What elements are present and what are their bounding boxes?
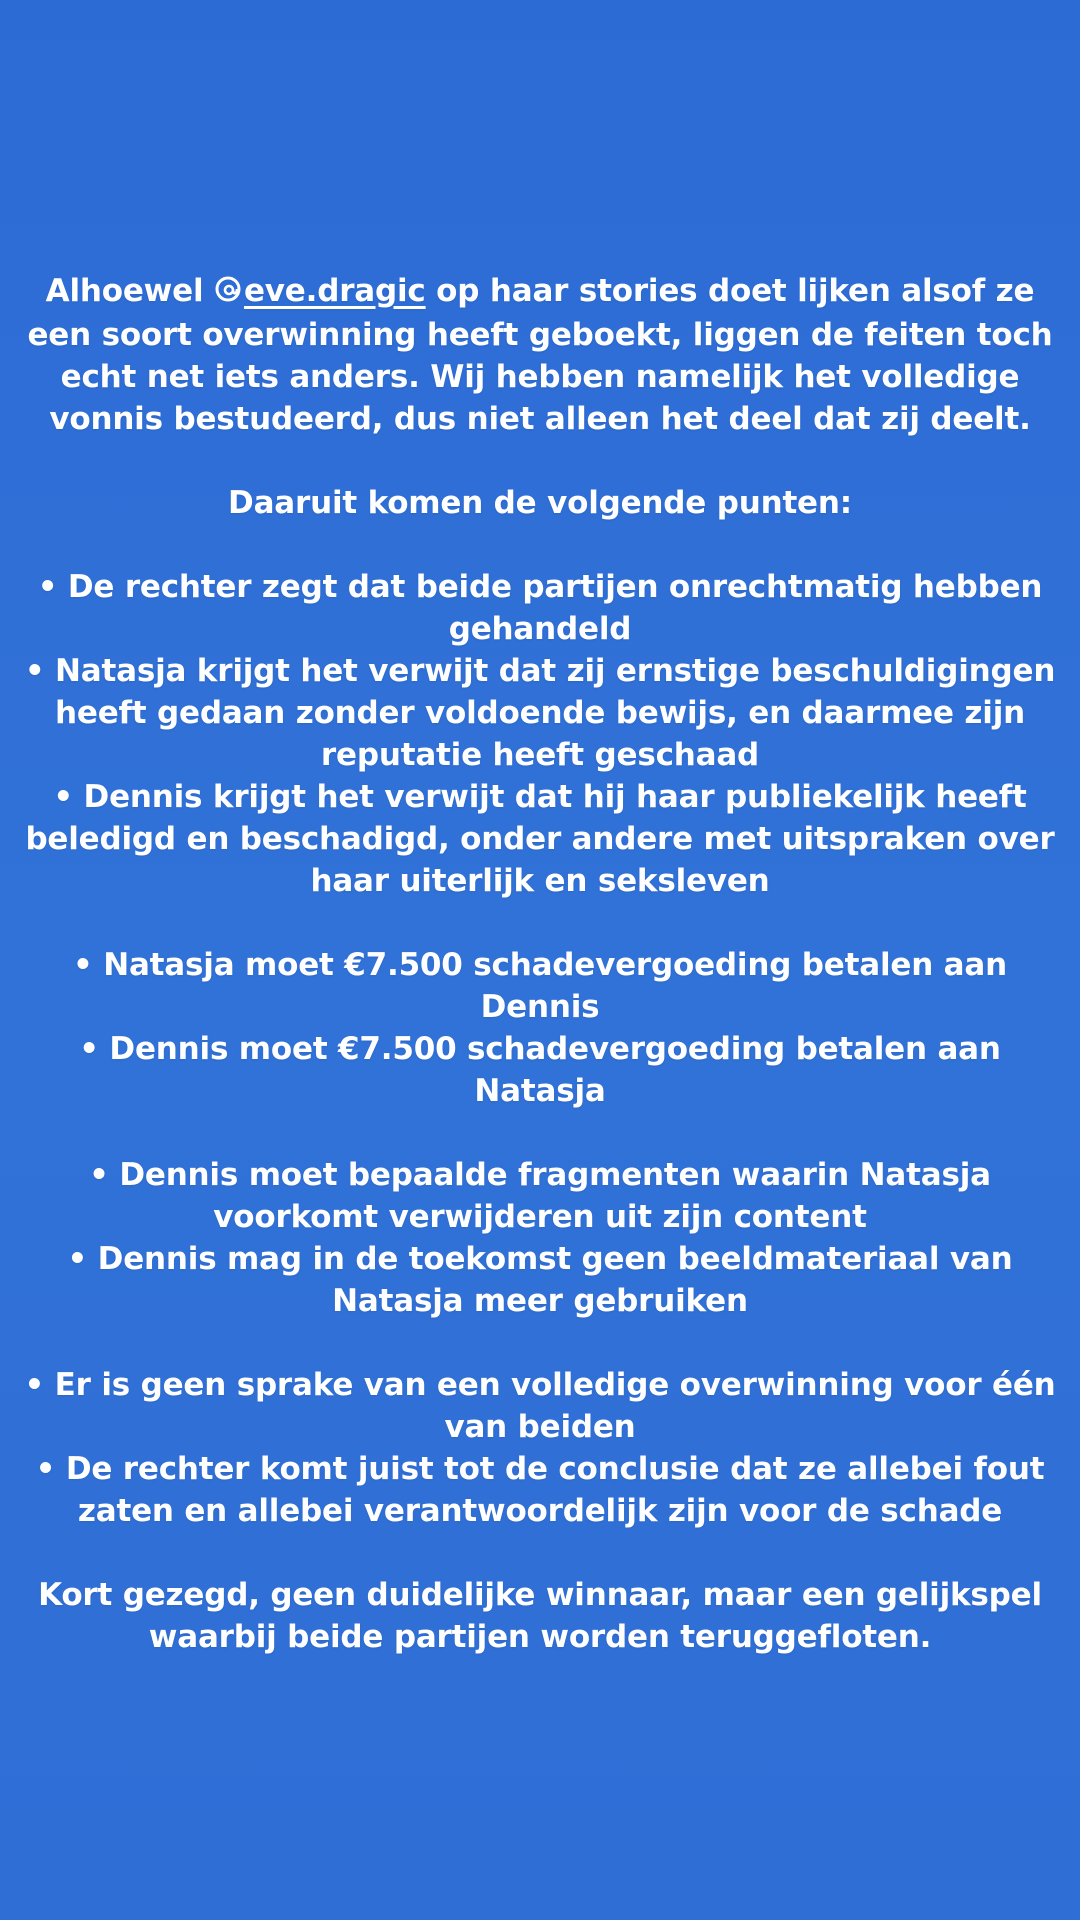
- bullet-item: • Dennis moet bepaalde fragmenten waarin Natasja voorkomt verwijderen uit zijn content: [89, 1157, 991, 1235]
- story-text-block: [20, 270, 1060, 1658]
- spacer: [20, 440, 1060, 482]
- bullet-item: • Dennis krijgt het verwijt dat hij haar publiekelijk heeft beledigd en beschadigd, onder andere met uitspraken over haar uiterlijk en seksleven: [25, 779, 1055, 899]
- threads-icon: [214, 272, 242, 314]
- bullet-item: • De rechter zegt dat beide partijen onrechtmatig hebben gehandeld: [37, 569, 1043, 647]
- points-group-1: [20, 566, 1060, 902]
- spacer: [20, 1112, 1060, 1154]
- bullet-item: • Natasja moet €7.500 schadevergoeding betalen aan Dennis: [73, 947, 1007, 1025]
- mention-handle: eve.dragic: [243, 273, 426, 309]
- intro-paragraph: [20, 270, 1060, 440]
- bullet-item: • De rechter komt juist tot de conclusie dat ze allebei fout zaten en allebei verantwoordelijk zijn voor de schade: [35, 1451, 1045, 1529]
- intro-text-after: op haar stories doet lijken alsof ze een soort overwinning heeft geboekt, liggen de feiten toch echt net iets anders. Wij hebben namelijk het volledige vonnis bestudeerd, dus niet alleen het deel dat zij deelt.: [27, 273, 1053, 437]
- spacer: [20, 902, 1060, 944]
- conclusion-paragraph: Kort gezegd, geen duidelijke winnaar, maar een gelijkspel waarbij beide partijen worden teruggefloten.: [38, 1577, 1042, 1655]
- spacer: [20, 524, 1060, 566]
- bullet-item: • Dennis moet €7.500 schadevergoeding betalen aan Natasja: [79, 1031, 1001, 1109]
- points-group-4: [20, 1364, 1060, 1532]
- bullet-item: • Natasja krijgt het verwijt dat zij ernstige beschuldigingen heeft gedaan zonder voldoende bewijs, en daarmee zijn reputatie heeft geschaad: [24, 653, 1056, 773]
- bullet-item: • Er is geen sprake van een volledige overwinning voor één van beiden: [24, 1367, 1056, 1445]
- points-group-2: [20, 944, 1060, 1112]
- spacer: [20, 1322, 1060, 1364]
- bullet-item: • Dennis mag in de toekomst geen beeldmateriaal van Natasja meer gebruiken: [67, 1241, 1013, 1319]
- mention-tag[interactable]: [214, 273, 426, 309]
- spacer: [20, 1532, 1060, 1574]
- points-heading: Daaruit komen de volgende punten:: [228, 485, 852, 521]
- intro-text-before: Alhoewel: [45, 273, 214, 309]
- points-group-3: [20, 1154, 1060, 1322]
